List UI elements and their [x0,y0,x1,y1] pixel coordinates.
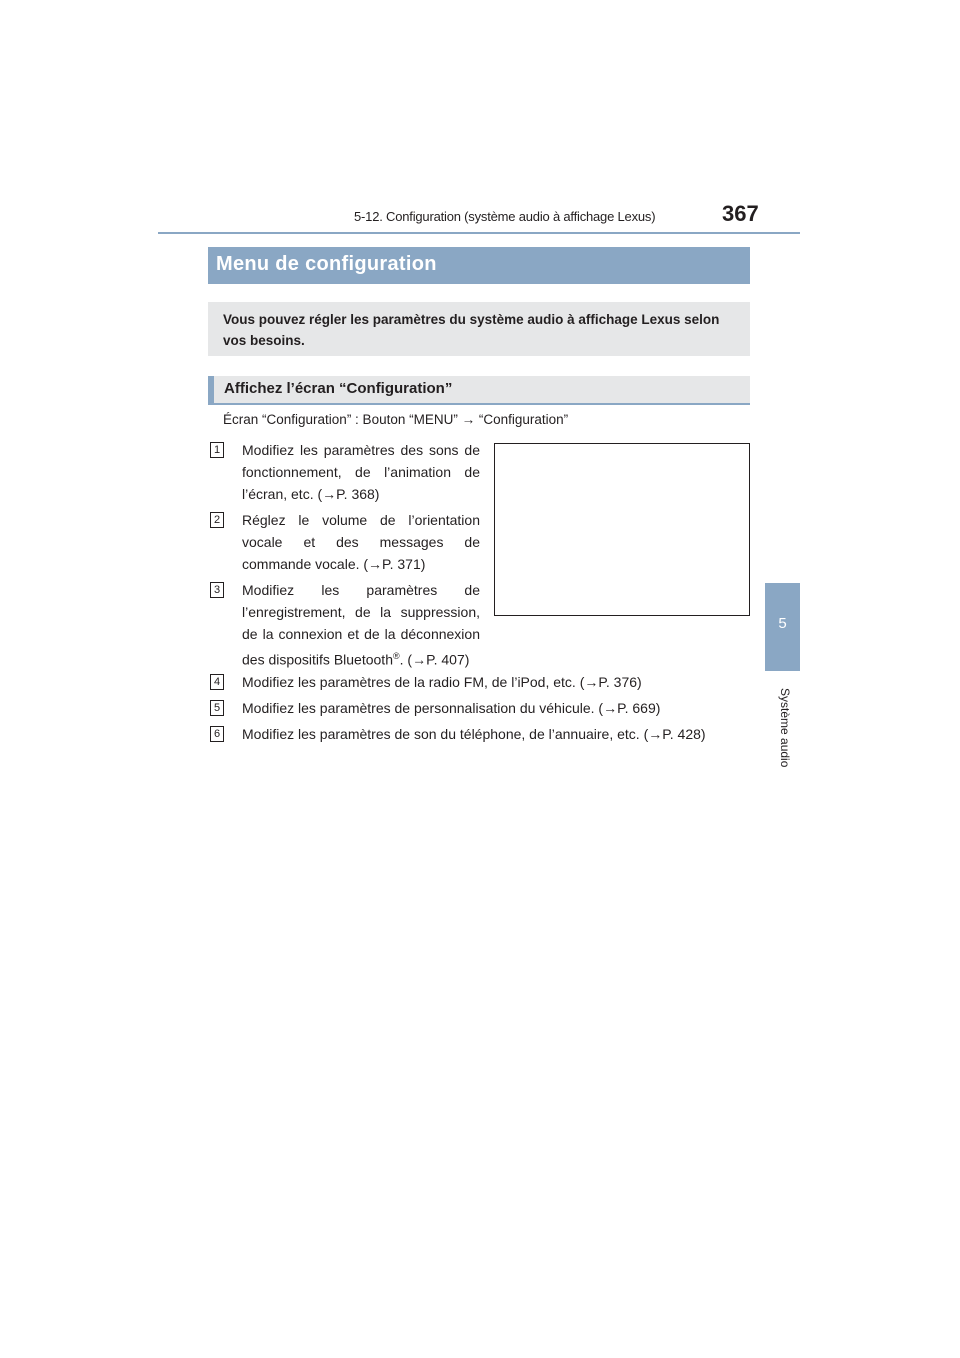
section-path: 5-12. Configuration (système audio à affichage Lexus) [354,209,656,224]
item-number-badge: 3 [210,582,224,598]
menu-route: Écran “Configuration” : Bouton “MENU” → “Configuration” [223,412,569,427]
chapter-number: 5 [778,615,787,632]
item-text: Modifiez les paramètres de la radio FM, de l’iPod, etc. (→P. 376) [242,674,642,690]
subsection-accent [208,376,214,403]
page-title-bar [208,247,750,284]
subsection-header [208,376,750,405]
chapter-label: Système audio [778,688,792,768]
item-text: Modifiez les paramètres de son du téléphone, de l’annuaire, etc. (→P. 428) [242,726,706,742]
screen-illustration-frame [494,443,750,616]
item-number-badge: 2 [210,512,224,528]
item-number-badge: 6 [210,726,224,742]
item-text [242,579,480,671]
intro-text: Vous pouvez régler les paramètres du système audio à affichage Lexus selon vos besoins. [223,312,720,348]
header-rule [158,232,800,234]
item-number-badge: 1 [210,442,224,458]
item-number-badge: 5 [210,700,224,716]
item-text: Modifiez les paramètres de personnalisation du véhicule. (→P. 669) [242,700,661,716]
subsection-title: Affichez l’écran “Configuration” [224,380,453,397]
intro-box [208,302,750,356]
item-text: Modifiez les paramètres des sons de fonctionnement, de l’animation de l’écran, etc. (→P. 368) [242,442,480,502]
item-number-badge: 4 [210,674,224,690]
page-number: 367 [722,201,759,226]
item-text-ref: . (→P. 407) [399,651,470,668]
page-title: Menu de configuration [216,253,437,275]
item-text: Réglez le volume de l’orientation vocale et des messages de commande vocale. (→P. 371) [242,512,480,572]
chapter-tab [765,583,800,671]
item-text-main: Modifiez les paramètres de l’enregistrement, de la suppression, de la connexion et de la déconnexion des dispositifs Bluetooth [242,582,480,668]
registered-mark: ® [392,651,400,661]
